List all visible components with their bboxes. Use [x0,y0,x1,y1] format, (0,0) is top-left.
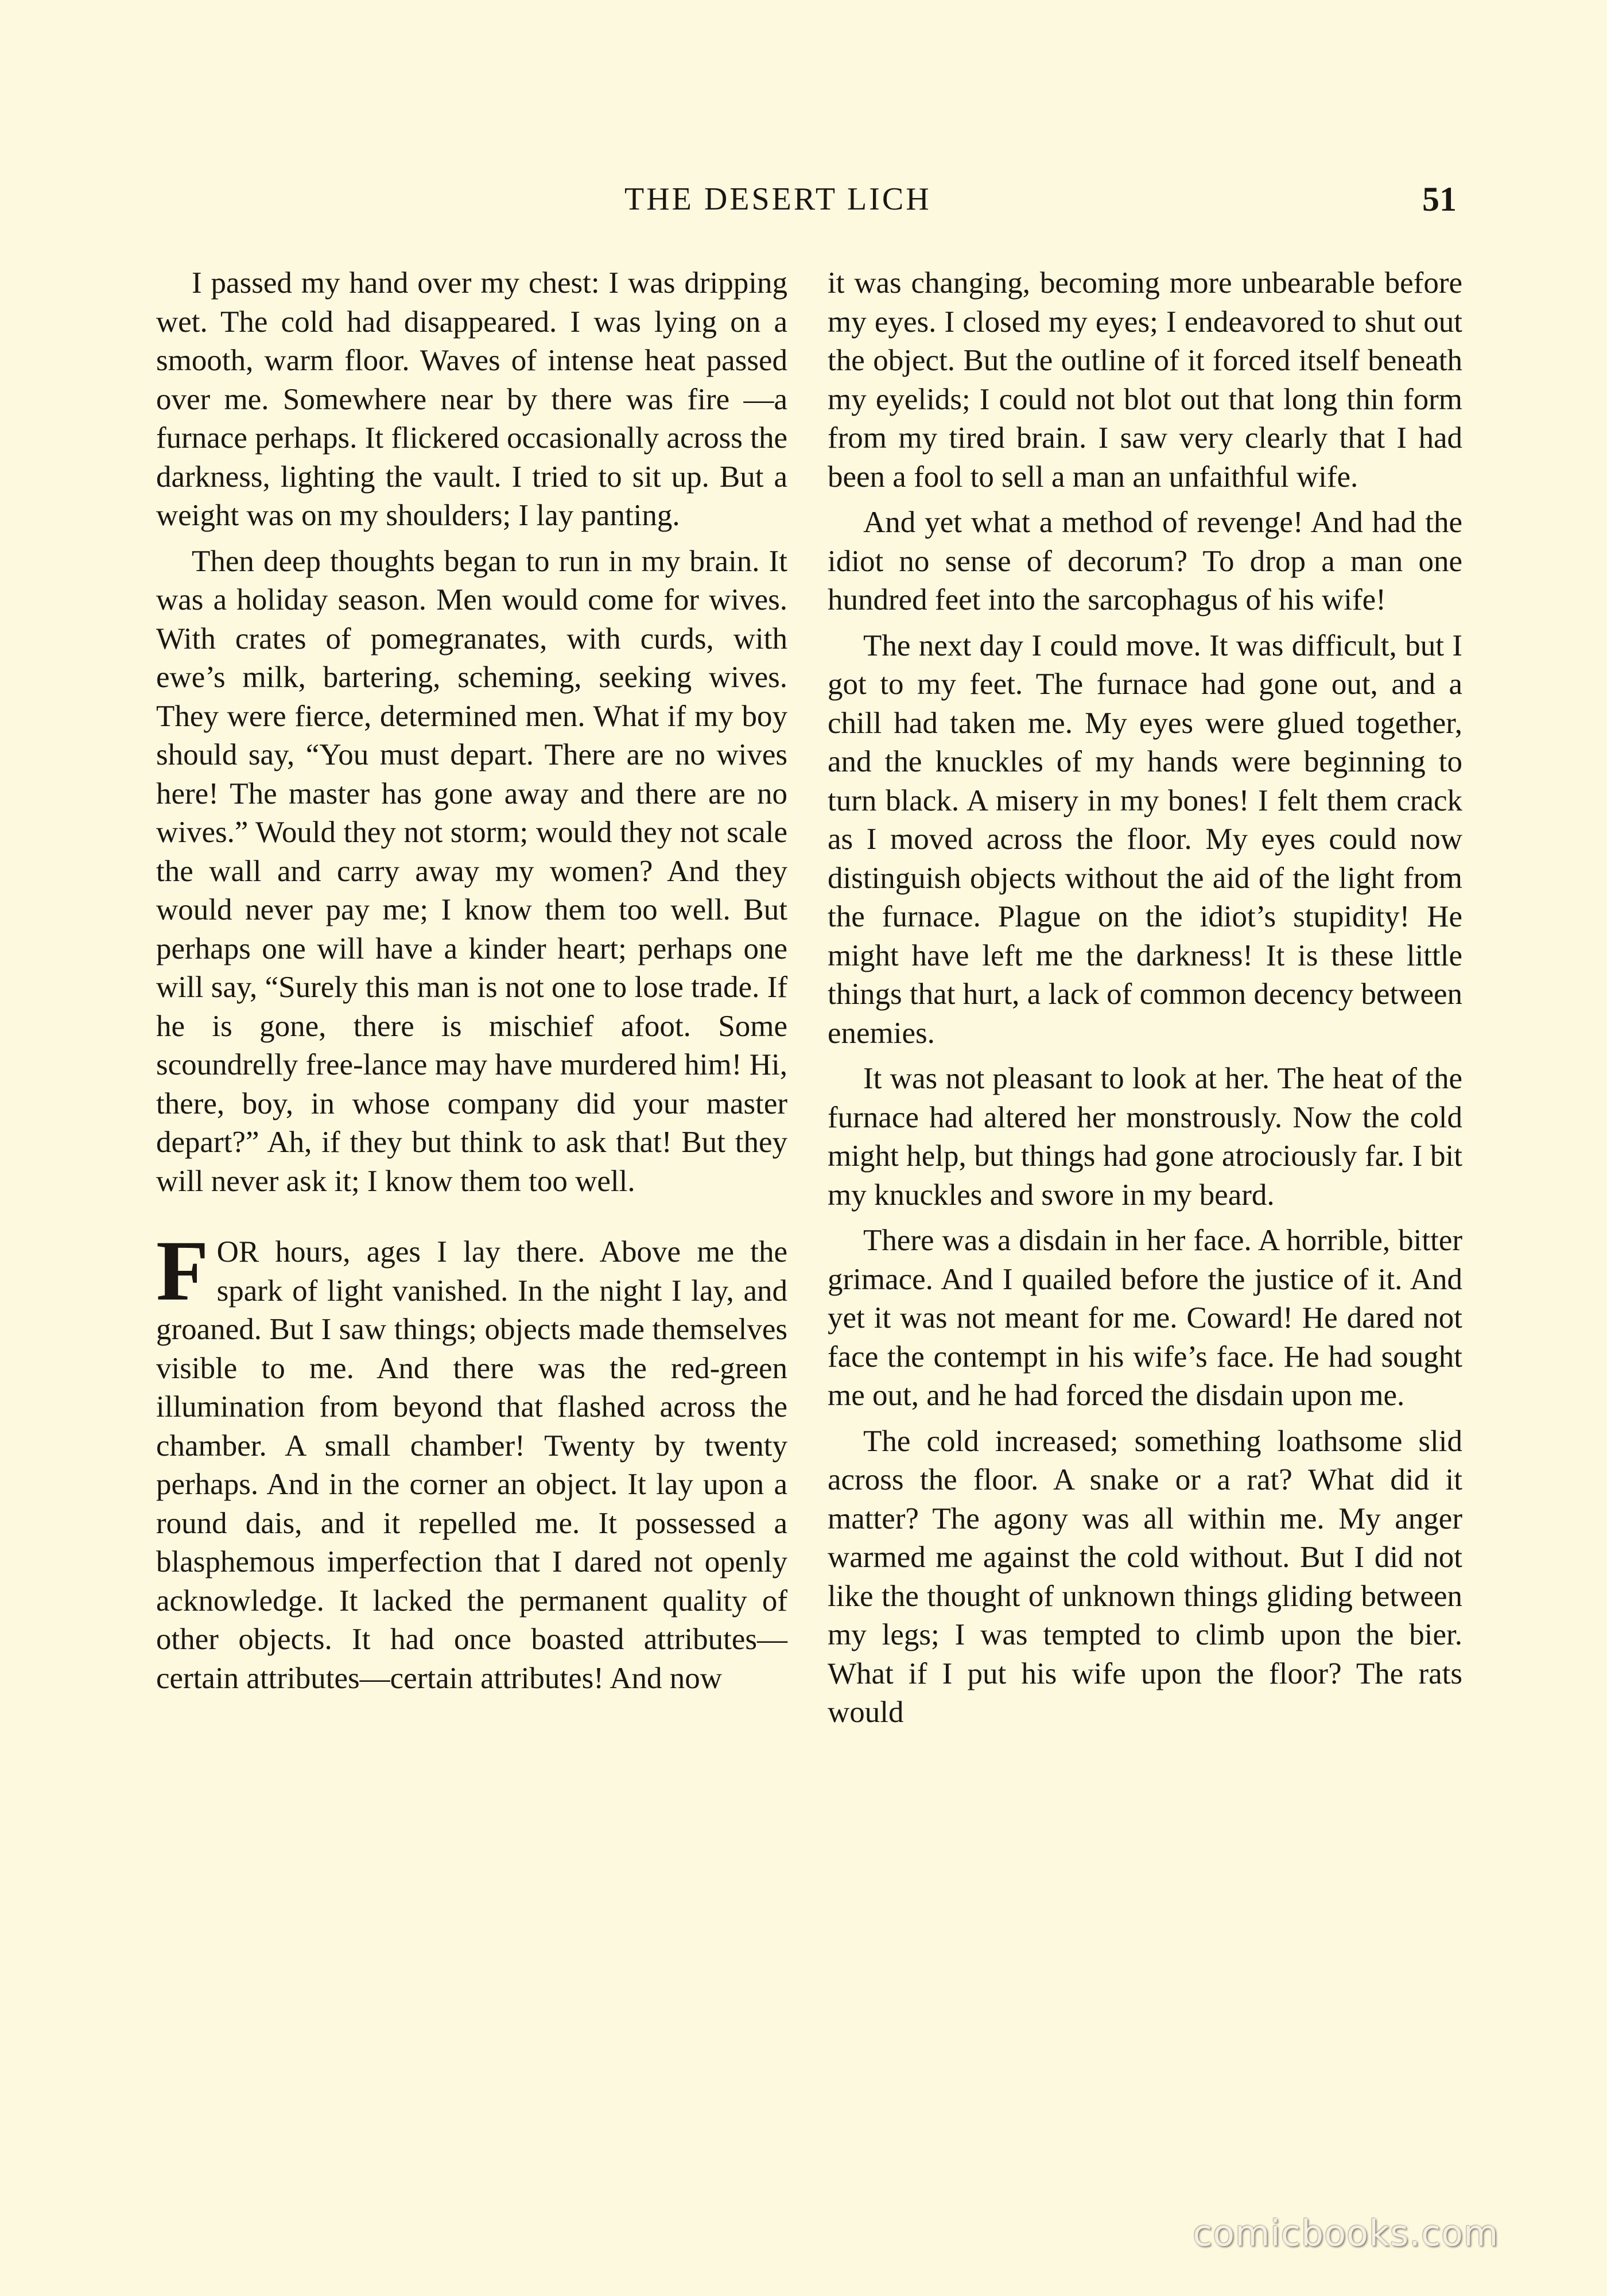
paragraph: The cold increased; something loathsome slid across the floor. A snake or a rat? What did it matter? The agony was all within me. My anger warmed me against the cold without. But I did not like the thought of unknown things gliding between my legs; I was tempted to climb upon the bier. What if I put his wife upon the floor? The rats would [828,1424,1462,1729]
running-head [0,179,1607,219]
paragraph: it was changing, becoming more unbearable before my eyes. I closed my eyes; I endeavored to shut out the object. But the outline of it forced itself beneath my eyelids; I could not blot out that long thin form from my tired brain. I saw very clearly that I had been a fool to sell a man an unfaithful wife. [828,266,1462,494]
paragraph: It was not pleasant to look at her. The heat of the furnace had altered her monstrously. Now the cold might help, but things had gone atrociously far. I bit my knuckles and swore in my beard. [828,1062,1462,1212]
paragraph: There was a disdain in her face. A horrible, bitter grimace. And I quailed before the justice of it. And yet it was not meant for me. Coward! He dared not face the contempt in his wife’s face. He had sought me out, and he had forced the disdain upon me. [828,1224,1462,1412]
page-number: 51 [1422,180,1457,218]
paragraph: The next day I could move. It was difficult, but I got to my feet. The furnace had gone out, and a chill had taken me. My eyes were glued together, and the knuckles of my hands were beginning to turn black. A misery in my bones! I felt them crack as I moved across the floor. My eyes could now distinguish objects without the aid of the light from the furnace. Plague on the idiot’s stupidity! He might have left me the darkness! It is these little things that hurt, a lack of common decency between enemies. [828,629,1462,1050]
dropcap-paragraph [156,1223,787,1698]
running-title: THE DESERT LICH [624,181,931,217]
dropcap-paragraph-text: OR hours, ages I lay there. Above me the spark of light vanished. In the night I lay, and groaned. But I saw things; objects made themselves visible to me. And there was the red-green illumination from beyond that flashed across the chamber. A small chamber! Twenty by twenty perhaps. And in the corner an object. It lay upon a round dais, and it repelled me. It possessed a blasphemous imperfection that I dared not openly acknowledge. It lacked the permanent quality of other objects. It had once boasted attributes—certain attributes—certain attributes! And now [156,1235,787,1695]
paragraph: And yet what a method of revenge! And had the idiot no sense of decorum? To drop a man one hundred feet into the sarcophagus of his wife! [828,506,1462,616]
paragraph: Then deep thoughts began to run in my brain. It was a holiday season. Men would come for wives. With crates of pomegranates, with curds, with ewe’s milk, bartering, scheming, seeking wives. They were fierce, determined men. What if my boy should say, “You must depart. There are no wives here! The master has gone away and there are no wives.” Would they not storm; would they not scale the wall and carry away my women? And they would never pay me; I know them too well. But perhaps one will have a kinder heart; perhaps one will say, “Surely this man is not one to lose trade. If he is gone, there is mischief afoot. Some scoundrelly free-lance may have murdered him! Hi, there, boy, in whose company did your master depart?” Ah, if they but think to ask that! But they will never ask it; I know them too well. [156,544,787,1198]
right-column [828,264,1462,1739]
drop-cap: F [156,1223,209,1318]
paragraph: I passed my hand over my chest: I was dripping wet. The cold had disappeared. I was lying on a smooth, warm floor. Waves of intense heat passed over me. Somewhere near by there was fire —a furnace perhaps. It flickered occasionally across the darkness, lighting the vault. I tried to sit up. But a weight was on my shoulders; I lay panting. [156,266,787,532]
left-column [156,264,787,1705]
site-watermark: comicbooks.com [1193,2212,1499,2254]
